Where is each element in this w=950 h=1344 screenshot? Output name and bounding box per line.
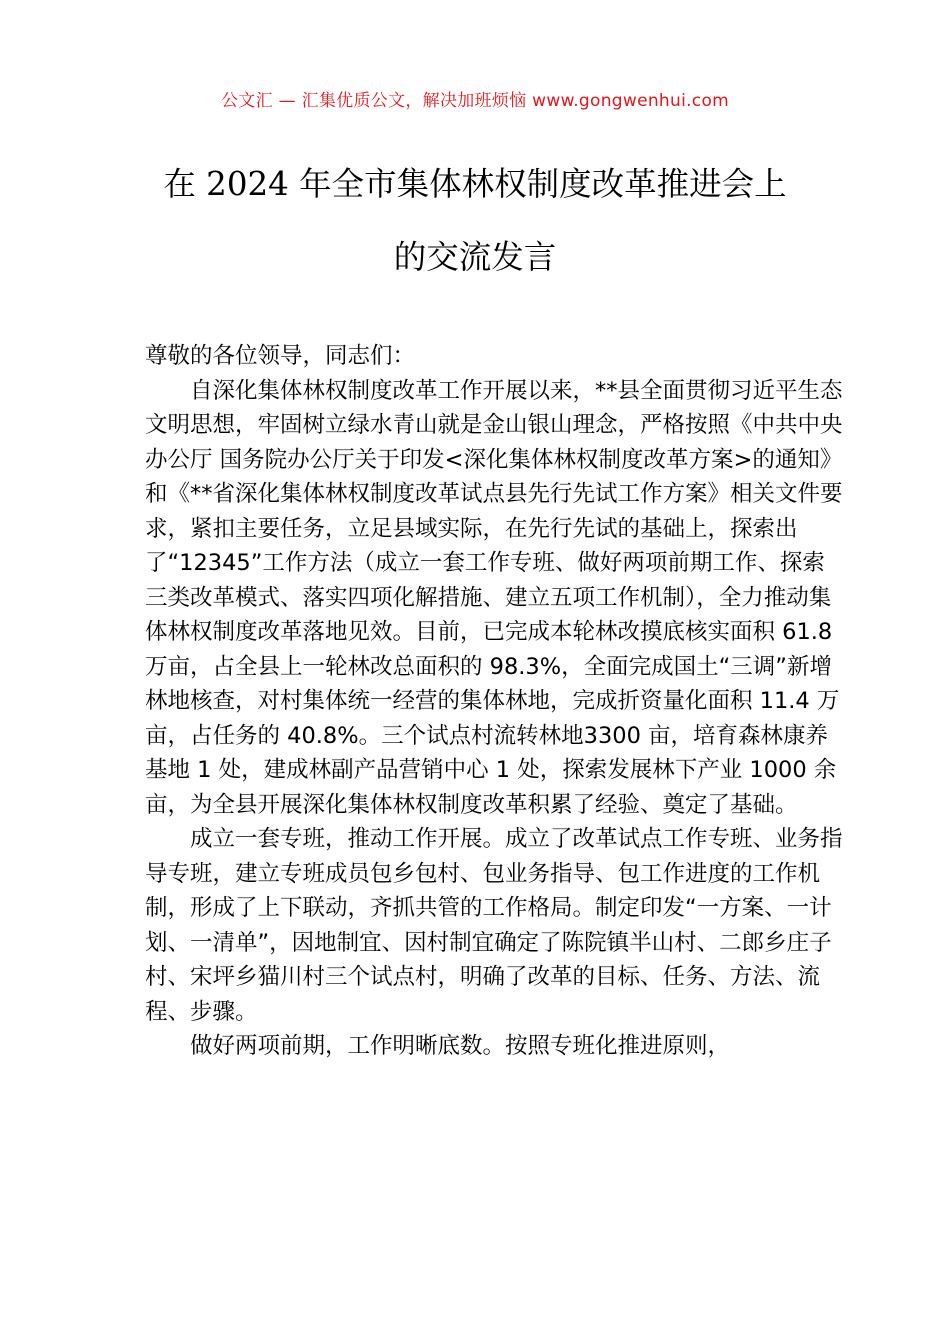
paragraph-task-force: 成立一套专班，推动工作开展。成立了改革试点工作专班、业务指导专班，建立专班成员包乡包村、包业务指导、包工作进度的工作机制，形成了上下联动，齐抓共管的工作格局。制定印发“一方案、一计划、一清单”，因地制宜、因村制宜确定了陈院镇半山村、二郎乡庄子村、宋坪乡猫川村三个试点村，明确了改革的目标、任务、方法、流程、步骤。 [145,826,843,1025]
site-header-banner: 公文汇 — 汇集优质公文，解决加班烦恼 www.gongwenhui.com [220,91,730,111]
document-body [145,339,845,1064]
paragraph-preliminary-work: 做好两项前期，工作明晰底数。按照专班化推进原则， [190,1033,731,1059]
salutation: 尊敬的各位领导，同志们： [145,343,416,369]
document-title [130,148,820,294]
title-line-1: 在 2024 年全市集体林权制度改革推进会上 [163,165,787,203]
title-line-2: 的交流发言 [393,238,557,276]
paragraph-intro: 自深化集体林权制度改革工作开展以来，**县全面贯彻习近平生态文明思想，牢固树立绿水青山就是金山银山理念，严格按照《中共中央办公厅 国务院办公厅关于印发<深化集体林权制度改革方案>的通知》和《**省深化集体林权制度改革试点县先行先试工作方案》相关文件要求，紧扣主要任务，立足县域实际，在先行先试的基础上，探索出了“12345”工作方法（成立一套工作专班、做好两项前期工作、探索三类改革模式、落实四项化解措施、建立五项工作机制），全力推动集体林权制度改革落地见效。目前，已完成本轮林改摸底核实面积 61.8 万亩，占全县上一轮林改总面积的 98.3%，全面完成国土“三调”新增林地核查，对村集体统一经营的集体林地，完成折资量化面积 11.4 万亩，占任务的 40.8%。三个试点村流转林地3300 亩，培育森林康养基地 1 处，建成林副产品营销中心 1 处，探索发展林下产业 1000 余亩，为全县开展深化集体林权制度改革积累了经验、奠定了基础。 [145,377,843,818]
